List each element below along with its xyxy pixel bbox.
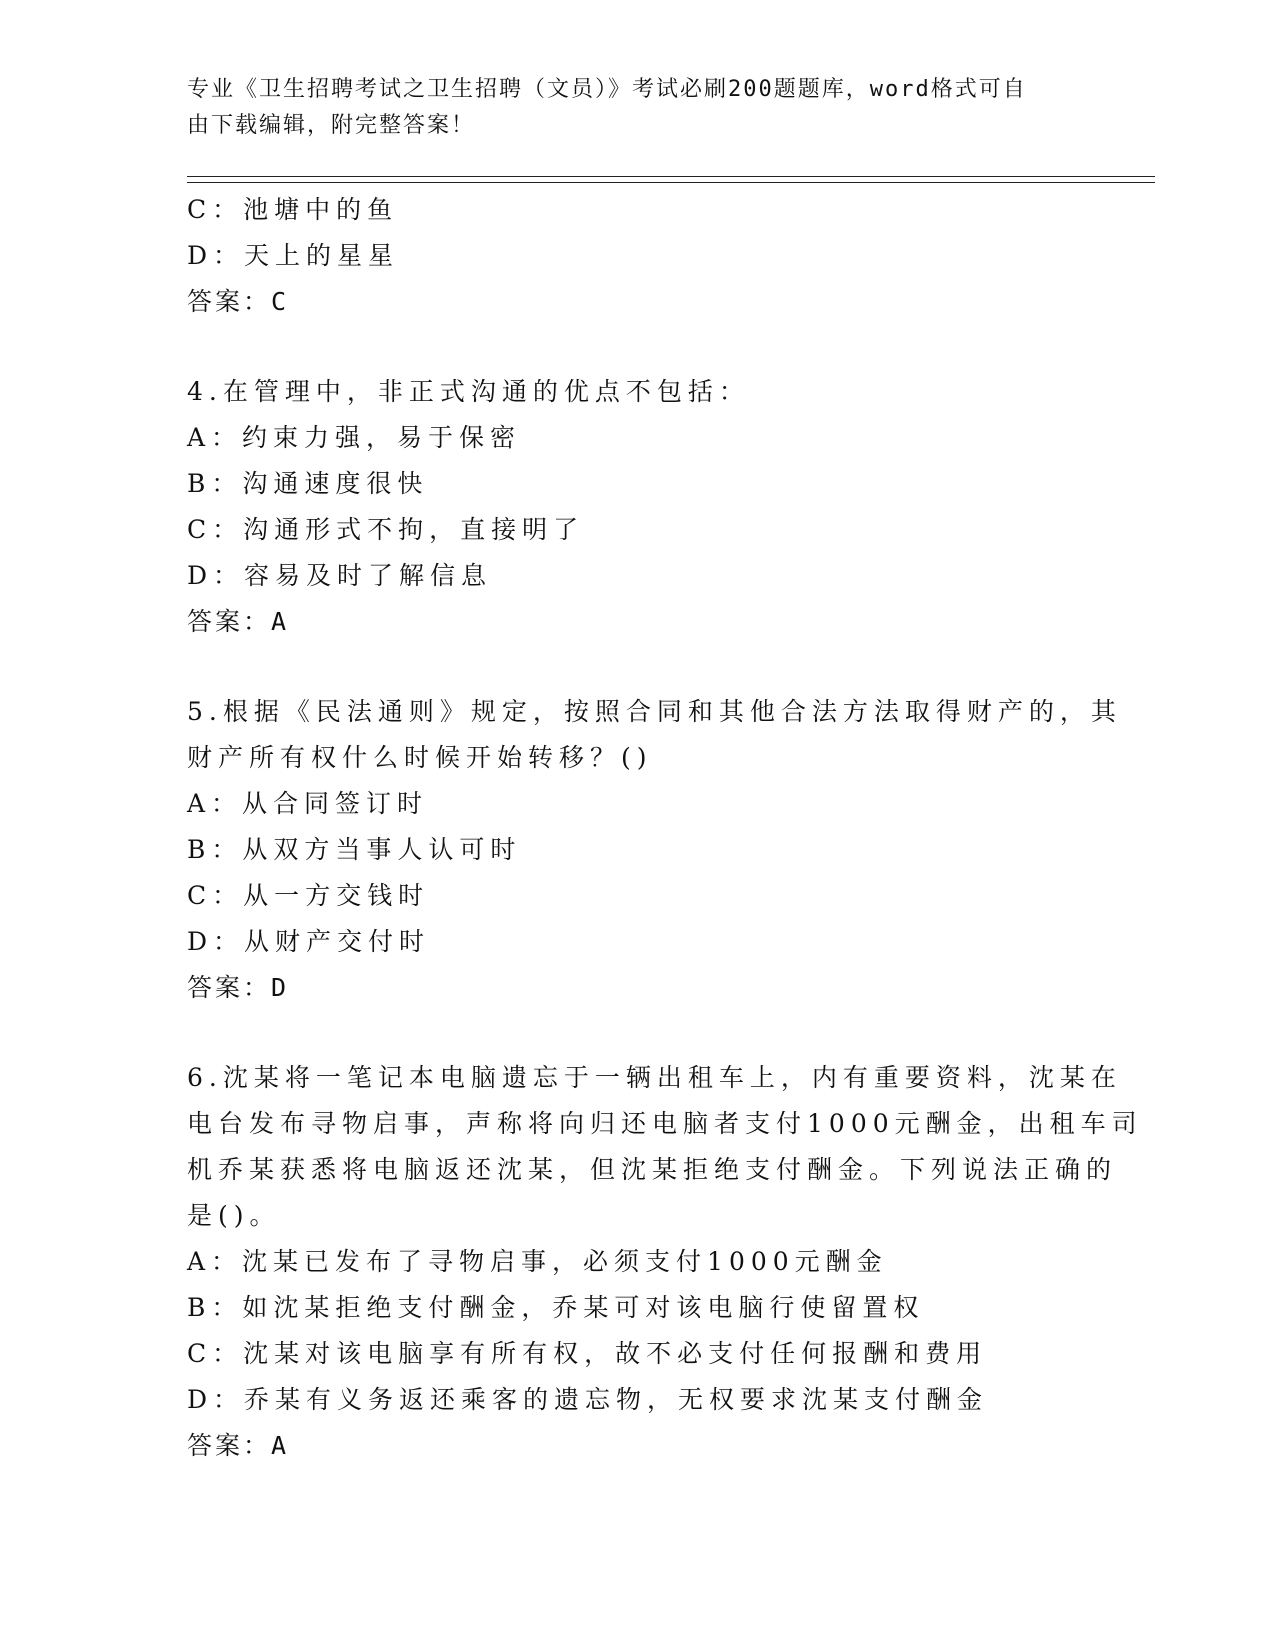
option-d: D：从财产交付时 bbox=[187, 927, 431, 956]
option-b: B：如沈某拒绝支付酬金，乔某可对该电脑行使留置权 bbox=[187, 1293, 925, 1322]
option-a: A：沈某已发布了寻物启事，必须支付1000元酬金 bbox=[187, 1247, 888, 1276]
header-divider-top bbox=[187, 176, 1155, 177]
option-c: C：沟通形式不拘，直接明了 bbox=[187, 515, 585, 544]
answer-line: 答案：D bbox=[187, 973, 290, 1002]
option-d: D：天上的星星 bbox=[187, 241, 400, 270]
option-c: C：沈某对该电脑享有所有权，故不必支付任何报酬和费用 bbox=[187, 1339, 988, 1368]
question-3-block bbox=[187, 187, 1087, 325]
header-line-2: 由下载编辑，附完整答案！ bbox=[187, 113, 476, 138]
option-a: A：从合同签订时 bbox=[187, 789, 429, 818]
question-text-line-2: 电台发布寻物启事，声称将向归还电脑者支付1000元酬金，出租车司 bbox=[187, 1109, 1143, 1138]
option-c: C：池塘中的鱼 bbox=[187, 195, 399, 224]
question-5-block bbox=[187, 689, 1122, 1011]
question-4-block bbox=[187, 369, 1087, 645]
question-text-line-1: 6.沈某将一笔记本电脑遗忘于一辆出租车上，内有重要资料，沈某在 bbox=[187, 1063, 1122, 1092]
header-line-1: 专业《卫生招聘考试之卫生招聘（文员）》考试必刷200题题库，word格式可自 bbox=[187, 77, 1027, 102]
question-content bbox=[187, 187, 1143, 1469]
header-divider-bottom bbox=[187, 182, 1155, 183]
question-6-block bbox=[187, 1055, 1143, 1469]
option-d: D：乔某有义务返还乘客的遗忘物，无权要求沈某支付酬金 bbox=[187, 1385, 989, 1414]
option-d: D：容易及时了解信息 bbox=[187, 561, 493, 590]
answer-line: 答案：A bbox=[187, 1431, 290, 1460]
option-b: B：沟通速度很快 bbox=[187, 469, 429, 498]
question-text-line-1: 5.根据《民法通则》规定，按照合同和其他合法方法取得财产的，其 bbox=[187, 697, 1122, 726]
document-header bbox=[187, 72, 1087, 144]
question-text: 4.在管理中，非正式沟通的优点不包括： bbox=[187, 377, 750, 406]
answer-line: 答案：C bbox=[187, 287, 290, 316]
option-c: C：从一方交钱时 bbox=[187, 881, 430, 910]
question-text-line-4: 是()。 bbox=[187, 1201, 281, 1230]
question-text-line-2: 财产所有权什么时候开始转移？() bbox=[187, 743, 653, 772]
question-text-line-3: 机乔某获悉将电脑返还沈某，但沈某拒绝支付酬金。下列说法正确的 bbox=[187, 1155, 1118, 1184]
option-a: A：约束力强，易于保密 bbox=[187, 423, 522, 452]
answer-line: 答案：A bbox=[187, 607, 290, 636]
option-b: B：从双方当事人认可时 bbox=[187, 835, 522, 864]
